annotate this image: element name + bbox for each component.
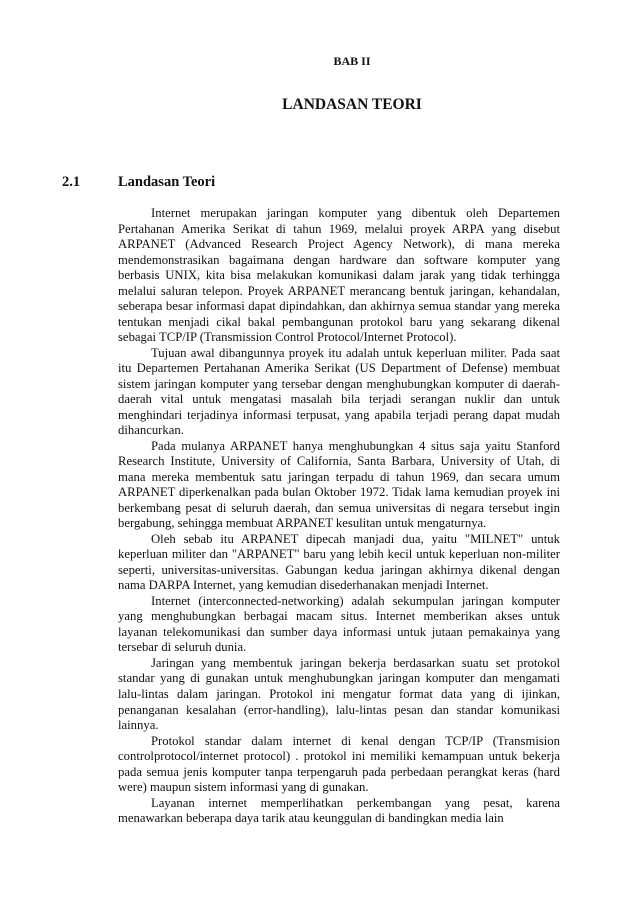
chapter-title: LANDASAN TEORI — [282, 96, 422, 113]
paragraph: Tujuan awal dibangunnya proyek itu adalah untuk keperluan militer. Pada saat itu Departemen Pertahanan Amerika Serikat (US Department of Defense) membuat sistem jaringan komputer yang tersebar dengan menghubungkan komputer di daerah-daerah vital untuk mengatasi masalah bila terjadi serangan nuklir dan untuk menghindari terjadinya informasi terpusat, yang apabila terjadi perang dapat mudah dihancurkan. — [118, 345, 560, 438]
paragraph: Jaringan yang membentuk jaringan bekerja berdasarkan suatu set protokol standar yang di gunakan untuk menghubungkan jaringan komputer dan mengamati lalu-lintas dalam jaringan. Protokol ini mengatur format data yang di ijinkan, penanganan kesalahan (error-handling), lalu-lintas pesan dan standar komunikasi lainnya. — [118, 655, 560, 733]
paragraph: Layanan internet memperlihatkan perkembangan yang pesat, karena menawarkan beberapa daya tarik atau keunggulan di bandingkan media lain — [118, 795, 560, 826]
paragraph: Pada mulanya ARPANET hanya menghubungkan 4 situs saja yaitu Stanford Research Institute, University of California, Santa Barbara, University of Utah, di mana mereka membentuk satu jaringan terpadu di tahun 1969, dan secara umum ARPANET diperkenalkan pada bulan Oktober 1972. Tidak lama kemudian proyek ini berkembang pesat di seluruh daerah, dan semua universitas di negara tersebut ingin bergabung, sehingga membuat ARPANET kesulitan untuk mengaturnya. — [118, 438, 560, 531]
section-heading — [62, 174, 215, 191]
paragraph: Internet merupakan jaringan komputer yang dibentuk oleh Departemen Pertahanan Amerika Serikat di tahun 1969, melalui proyek ARPA yang disebut ARPANET (Advanced Research Project Agency Network), di mana mereka mendemonstrasikan bagaimana dengan hardware dan software komputer yang berbasis UNIX, kita bisa melakukan komunikasi dalam jarak yang tidak terhingga melalui saluran telepon. Proyek ARPANET merancang bentuk jaringan, kehandalan, seberapa besar informasi dapat dipindahkan, dan akhirnya semua standar yang mereka tentukan menjadi cikal bakal pembangunan protokol baru yang sekarang dikenal sebagai TCP/IP (Transmission Control Protocol/Internet Protocol). — [118, 206, 560, 345]
body-text — [118, 206, 560, 827]
paragraph: Oleh sebab itu ARPANET dipecah manjadi dua, yaitu "MILNET" untuk keperluan militer dan "ARPANET" baru yang lebih kecil untuk keperluan non-militer seperti, universitas-universitas. Gabungan kedua jaringan akhirnya dikenal dengan nama DARPA Internet, yang kemudian disederhanakan menjadi Internet. — [118, 531, 560, 593]
section-title: Landasan Teori — [118, 174, 216, 190]
paragraph: Internet (interconnected-networking) adalah sekumpulan jaringan komputer yang menghubungkan berbagai macam situs. Internet memberikan akses untuk layanan telekomunikasi dan sumber daya informasi untuk jutaan pemakainya yang tersebar di seluruh dunia. — [118, 593, 560, 655]
section-number: 2.1 — [62, 174, 81, 190]
paragraph: Protokol standar dalam internet di kenal dengan TCP/IP (Transmision controlprotocol/internet protocol) . protokol ini memiliki kemampuan untuk bekerja pada semua jenis komputer tanpa terpengaruh pada perbedaan perangkat keras (hard were) maupun sistem informasi yang di gunakan. — [118, 733, 560, 795]
chapter-label: BAB II — [333, 54, 371, 68]
